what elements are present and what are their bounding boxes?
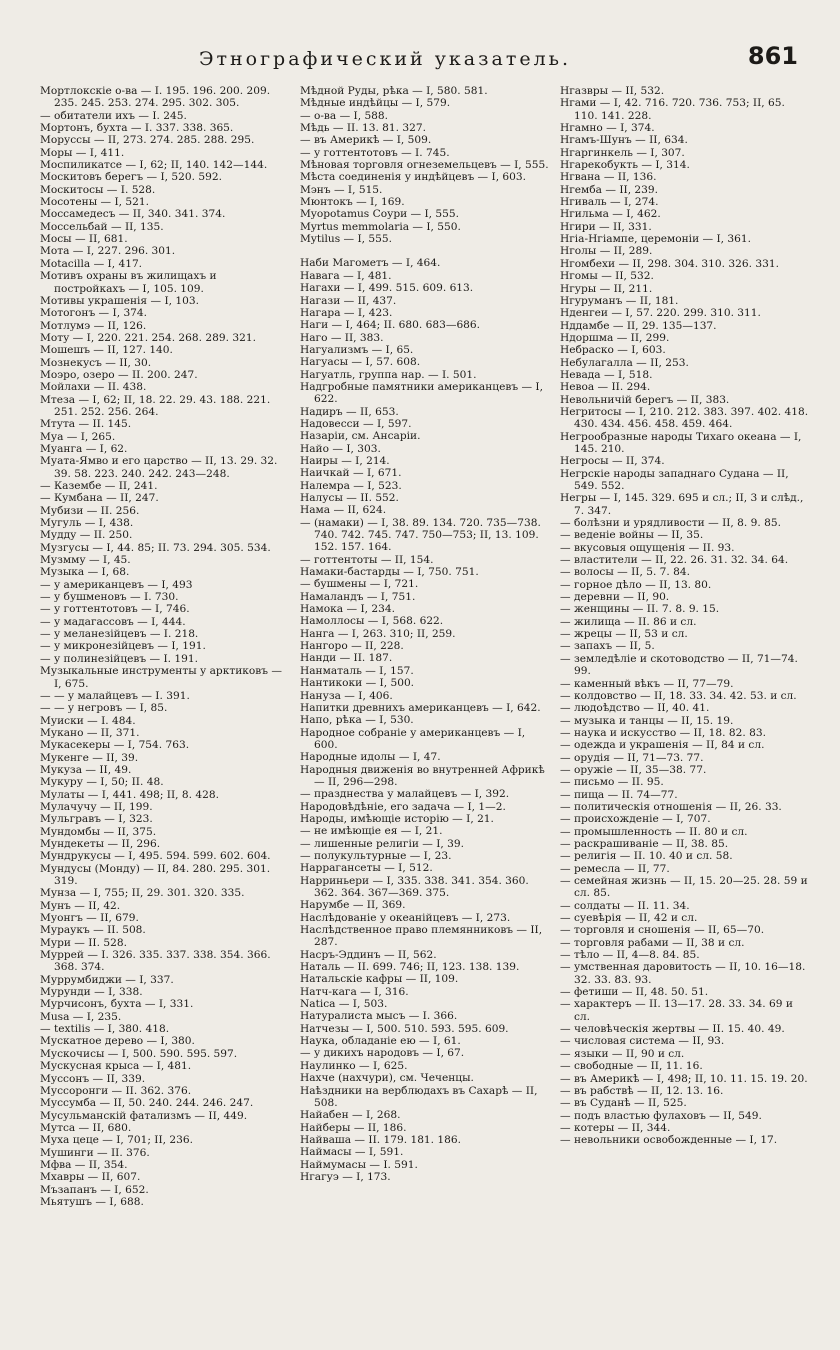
- index-entry: Мускусная крыса — I, 481.: [40, 1060, 192, 1073]
- index-entry: Напитки древнихъ американцевъ — I, 642.: [300, 701, 541, 714]
- index-entry: Навага — I, 481.: [300, 269, 392, 282]
- index-entry: Нгамно — I, 374.: [560, 122, 655, 135]
- index-entry: Нгуры — II, 211.: [560, 282, 653, 295]
- index-entry: Нгамъ-Шунъ — II, 634.: [560, 134, 688, 147]
- index-entry: — не имѣющіе ея — I, 21.: [300, 825, 443, 838]
- index-entry: — въ Америкѣ — I, 498; II, 10. 11. 15. 19. 20.: [560, 1072, 808, 1085]
- index-entry: Натуралиста мысъ — I. 366.: [300, 1010, 458, 1023]
- index-entry: Музгусы — I, 44. 85; II. 73. 294. 305. 534.: [40, 541, 271, 554]
- index-entry: Моруссы — II, 273. 274. 285. 288. 295.: [40, 134, 255, 147]
- index-entry: Моры — I, 411.: [40, 146, 125, 159]
- index-entry: Муонгъ — II, 679.: [40, 912, 139, 925]
- index-entry: Мураукъ — II. 508.: [40, 924, 146, 937]
- index-entry: — деревни — II, 90.: [560, 591, 670, 604]
- index-entry: Наби Магометъ — I, 464.: [300, 257, 441, 270]
- index-entry: Нанди — II. 187.: [300, 652, 393, 665]
- index-entry: Мъзапанъ — I, 652.: [40, 1183, 149, 1196]
- index-entry: Myopotamus Соури — I, 555.: [300, 208, 460, 221]
- index-entry: Мортонъ, бухта — I. 337. 338. 365.: [40, 122, 234, 135]
- index-entry: — запахъ — II, 5.: [560, 640, 655, 653]
- index-entry: — одежда и украшенія — II, 84 и сл.: [560, 739, 765, 752]
- index-entry: Мэнъ — I, 515.: [300, 183, 383, 196]
- index-entry: Муха цеце — I, 701; II, 236.: [40, 1134, 193, 1147]
- index-entry: Musa — I, 235.: [40, 1010, 122, 1023]
- index-entry: — у американцевъ — I, 493: [40, 578, 193, 591]
- index-entry: Мугуль — I, 438.: [40, 517, 134, 530]
- index-entry: Мотивы украшенія — I, 103.: [40, 294, 199, 307]
- index-entry: Моэро, озеро — II. 200. 247.: [40, 368, 198, 381]
- index-entry: — (намаки) — I, 38. 89. 134. 720. 735—738. 740. 742. 745. 747. 750—753; II, 13. 109. 152. 157. 164.: [300, 516, 541, 554]
- index-entry: Мхавры — II, 607.: [40, 1171, 141, 1184]
- index-entry: Найберы — II, 186.: [300, 1121, 407, 1134]
- index-entry: — у меланезійцевъ — I. 218.: [40, 628, 199, 641]
- index-entry: Найо — I, 303.: [300, 442, 381, 455]
- index-entry: Невада — I, 518.: [560, 368, 653, 381]
- index-entry: — у бушменовъ — I. 730.: [40, 591, 179, 604]
- index-entry: Народы, имѣющіе исторію — I, 21.: [300, 812, 494, 825]
- index-entry: — человѣческія жертвы — II. 15. 40. 49.: [560, 1023, 785, 1036]
- index-entry: — Казембе — II, 241.: [40, 480, 158, 492]
- index-entry: Мурчисонъ, бухта — I, 331.: [40, 998, 194, 1011]
- index-entry: Налусы — II. 552.: [300, 492, 399, 504]
- index-entry: — — у негровъ — I, 85.: [40, 702, 168, 715]
- index-entry: — суевѣрія — II, 42 и сл.: [560, 912, 698, 925]
- index-entry: Муссумба — II, 50. 240. 244. 246. 247.: [40, 1097, 254, 1110]
- index-entry: Мундекеты — II, 296.: [40, 837, 161, 850]
- index-entry: — промышленность — II. 80 и сл.: [560, 825, 748, 838]
- index-entry: Нгири — II, 331.: [560, 220, 652, 233]
- index-entry: Нгагуэ — I, 173.: [300, 1170, 391, 1183]
- index-entry: Наука, обладаніе ею — I, 61.: [300, 1035, 461, 1048]
- index-entry: Наѣздники на верблюдахъ въ Сахарѣ — II, 508.: [300, 1084, 538, 1109]
- index-entry: — обитатели ихъ — I. 245.: [40, 109, 187, 122]
- index-entry: Нгемба — II, 239.: [560, 183, 659, 196]
- index-entry: Мтута — II. 145.: [40, 418, 132, 431]
- index-entry: Нгаргинкель — I, 307.: [560, 146, 685, 159]
- index-entry: Народовѣдѣніе, его задача — I, 1—2.: [300, 800, 506, 813]
- index-entry: Мундрукусы — I, 495. 594. 599. 602. 604.: [40, 850, 271, 863]
- index-entry: — подъ властью фулаховъ — II, 549.: [560, 1109, 762, 1122]
- index-entry: Надовесси — I, 597.: [300, 417, 412, 430]
- index-entry: Мускочисы — I, 500. 590. 595. 597.: [40, 1047, 238, 1060]
- index-entry: Мунза — I, 755; II, 29. 301. 320. 335.: [40, 887, 245, 900]
- index-entry: Нгазвры — II, 532.: [560, 85, 665, 97]
- index-entry: Нанматаль — I, 157.: [300, 664, 414, 677]
- index-entry: Mytilus — I, 555.: [300, 233, 392, 246]
- index-entry: — раскрашиваніе — II, 38. 85.: [560, 837, 729, 850]
- running-title: Этнографический указатель.: [198, 48, 572, 70]
- index-entry: Нгуруманъ — II, 181.: [560, 294, 679, 307]
- index-entry: — у полинезійцевъ — I. 191.: [40, 652, 198, 665]
- index-entry: Негрообразные народы Тихаго океана — I, 145. 210.: [560, 430, 802, 455]
- index-entry: Нанга — I, 263. 310; II, 259.: [300, 627, 456, 640]
- index-entry: — тѣло — II, 4—8. 84. 85.: [560, 949, 700, 962]
- index-entry: — готтентоты — II, 154.: [300, 553, 434, 566]
- index-entry: Нагахи — I, 499. 515. 609. 613.: [300, 282, 474, 295]
- index-entry: — земледѣліе и скотоводство — II, 71—74. 99.: [560, 652, 798, 678]
- index-entry: Невольничій берегъ — II, 383.: [560, 393, 730, 406]
- index-entry: Мосотены — I, 521.: [40, 196, 149, 209]
- index-entry: Motacilla — I, 417.: [40, 257, 143, 270]
- index-column-2: [300, 85, 550, 1345]
- index-entry: — женщины — II. 7. 8. 9. 15.: [560, 603, 720, 616]
- index-entry: — — у малайцевъ — I. 391.: [40, 689, 190, 702]
- index-entry: Москитосы — I. 528.: [40, 183, 156, 196]
- index-entry: Назаріи, см. Ансаріи.: [300, 430, 421, 443]
- index-entry: Мюнтокъ — I, 169.: [300, 196, 405, 209]
- index-entry: Мундомбы — II, 375.: [40, 825, 157, 838]
- index-entry: Нгвана — II, 136.: [560, 171, 657, 184]
- index-entry: — свободные — II, 11. 16.: [560, 1060, 703, 1073]
- index-entry: Наичкай — I, 671.: [300, 467, 402, 480]
- index-entry: Мойлахи — II. 438.: [40, 381, 147, 394]
- index-entry: Наслѣдованіе у океанійцевъ — I, 273.: [300, 911, 511, 924]
- index-entry: Мудду — II. 250.: [40, 529, 133, 542]
- index-entry: — въ рабствѣ — II, 12. 13. 16.: [560, 1084, 724, 1097]
- index-entry: Моссамедесъ — II, 340. 341. 374.: [40, 208, 226, 221]
- page-number: 861: [747, 42, 798, 70]
- index-entry: Мьятушъ — I, 688.: [40, 1195, 144, 1208]
- index-entry: — солдаты — II. 11. 34.: [560, 899, 690, 912]
- index-entry: Наго — II, 383.: [300, 331, 384, 344]
- index-entry: Нагази — II, 437.: [300, 294, 397, 307]
- index-entry: — котеры — II, 344.: [560, 1121, 671, 1134]
- index-entry: — у мадагассовъ — I, 444.: [40, 615, 186, 628]
- index-entry: Наталь — II. 699. 746; II, 123. 138. 139.: [300, 961, 520, 974]
- index-entry: Надиръ — II, 653.: [300, 405, 399, 418]
- index-entry: Мунъ — II, 42.: [40, 899, 121, 912]
- index-entry: Наги — I, 464; II. 680. 683—686.: [300, 319, 481, 332]
- index-entry: Нантикоки — I, 500.: [300, 677, 415, 690]
- index-entry: Мортлокскіе о-ва — I. 195. 196. 200. 209. 235. 245. 253. 274. 295. 302. 305.: [40, 85, 271, 110]
- index-entry: — каменный вѣкъ — II, 77—79.: [560, 677, 734, 690]
- index-entry: Мурунди — I, 338.: [40, 986, 143, 999]
- index-entry: — у готтентотовъ — I. 745.: [300, 146, 450, 159]
- index-entry: Мошешъ — II, 127. 140.: [40, 344, 173, 357]
- index-entry: Мулачучу — II, 199.: [40, 800, 153, 813]
- index-entry: Мулаты — I, 441. 498; II, 8. 428.: [40, 788, 219, 801]
- index-entry: Намаки-бастарды — I, 750. 751.: [300, 566, 479, 579]
- index-entry: Нагуасы — I, 57. 608.: [300, 356, 421, 369]
- index-entry: — въ Америкѣ — I, 509.: [300, 134, 432, 147]
- index-entry: Народныя движенія во внутренней Африкѣ — II, 296—298.: [300, 763, 545, 788]
- index-entry: Мфва — II, 354.: [40, 1158, 128, 1171]
- index-entry: Намока — I, 234.: [300, 603, 395, 616]
- index-entry: Нгарекобукть — I, 314.: [560, 159, 690, 172]
- index-entry: Нддамбе — II, 29. 135—137.: [560, 319, 717, 332]
- index-entry: Небулагалла — II, 253.: [560, 356, 689, 369]
- index-entry: Муссоронги — II. 362. 376.: [40, 1084, 192, 1097]
- page-header: [40, 40, 800, 80]
- index-entry: Мѣдные индѣйцы — I, 579.: [300, 97, 451, 110]
- index-entry: — орудія — II, 71—73. 77.: [560, 751, 704, 764]
- index-entry: Негрскіе народы западнаго Судана — II, 549. 552.: [560, 467, 789, 492]
- index-entry: — происхожденіе — I, 707.: [560, 813, 711, 826]
- index-entry: — людоѣдство — II, 40. 41.: [560, 702, 710, 715]
- index-entry: Муррумбиджи — I, 337.: [40, 973, 174, 986]
- index-entry: Муата-Ямво и его царство — II, 13. 29. 32. 39. 58. 223. 240. 242. 243—248.: [40, 455, 278, 480]
- index-entry: Моспиликатсе — I, 62; II, 140. 142—144.: [40, 159, 268, 172]
- index-column-1: [40, 85, 290, 1345]
- index-entry: Myrtus memmolaria — I, 550.: [300, 220, 461, 233]
- index-entry: Наулинко — I, 625.: [300, 1059, 408, 1072]
- index-entry: Мускатное дерево — I, 380.: [40, 1035, 195, 1048]
- index-entry: Нануза — I, 406.: [300, 689, 393, 702]
- index-entry: Надгробные памятники американцевъ — I, 622.: [300, 380, 543, 406]
- index-entry: — горное дѣло — II, 13. 80.: [560, 578, 712, 591]
- index-entry: Нахче (нахчури), см. Чеченцы.: [300, 1072, 474, 1085]
- index-entry: — болѣзни и урядливости — II, 8. 9. 85.: [560, 517, 781, 530]
- index-entry: Мтеза — I, 62; II, 18. 22. 29. 43. 188. 221. 251. 252. 256. 264.: [40, 393, 271, 418]
- index-entry: Мѣновая торговля огнеземельцевъ — I, 555.: [300, 159, 549, 172]
- index-entry: Музыкальные инструменты у арктиковъ — I, 675.: [40, 665, 282, 690]
- index-entry: Народное собраніе у американцевъ — I, 600.: [300, 726, 526, 751]
- index-entry: — колдовство — II, 18. 33. 34. 42. 53. и сл.: [560, 689, 797, 702]
- index-entry: Мукано — II, 371.: [40, 726, 140, 739]
- index-entry: Нагуатль, группа нар. — I. 501.: [300, 368, 477, 381]
- index-entry: — жрецы — II, 53 и сл.: [560, 628, 688, 641]
- index-entry: Мусульманскій фатализмъ — II, 449.: [40, 1109, 248, 1122]
- index-entry: Нгиваль — I, 274.: [560, 196, 659, 209]
- index-entry: Мѣдь — II. 13. 81. 327.: [300, 122, 426, 135]
- index-entry: Мукуру — I, 50; II. 48.: [40, 776, 164, 789]
- index-entry: — у дикихъ народовъ — I, 67.: [300, 1047, 465, 1060]
- index-entry: Музыка — I, 68.: [40, 566, 130, 579]
- index-entry: Мота — I, 227. 296. 301.: [40, 245, 176, 258]
- index-entry: Нгіа-Нгіампе, церемоніи — I, 361.: [560, 233, 751, 246]
- index-entry: — въ Суданѣ — II, 525.: [560, 1097, 687, 1110]
- index-column-3: [560, 85, 810, 1345]
- index-entry: — у готтентотовъ — I, 746.: [40, 603, 190, 616]
- index-entry: — полукультурные — I, 23.: [300, 849, 452, 862]
- index-entry: — религія — II. 10. 40 и сл. 58.: [560, 850, 733, 863]
- index-entry: Нгильма — I, 462.: [560, 208, 661, 221]
- index-entry: Негритосы — I, 210. 212. 383. 397. 402. 418. 430. 434. 456. 458. 459. 464.: [560, 405, 809, 431]
- index-entry: Нангоро — II, 228.: [300, 640, 404, 653]
- index-entry: Мѣдной Руды, рѣка — I, 580. 581.: [300, 85, 488, 97]
- index-entry: Натчезы — I, 500. 510. 593. 595. 609.: [300, 1022, 509, 1035]
- index-entry: Наймасы — I, 591.: [300, 1146, 404, 1159]
- index-entry: Намоллосы — I, 568. 622.: [300, 615, 444, 628]
- index-entry: — письмо — II. 95.: [560, 776, 664, 789]
- index-entry: Нгомбехи — II, 298. 304. 310. 326. 331.: [560, 257, 779, 270]
- index-entry: Народные идолы — I, 47.: [300, 751, 441, 764]
- index-entry: — жилища — II. 86 и сл.: [560, 615, 697, 628]
- index-entry: Мубизи — II. 256.: [40, 504, 140, 517]
- index-entry: Найваша — II. 179. 181. 186.: [300, 1133, 461, 1146]
- index-entry: — политическія отношенія — II, 26. 33.: [560, 800, 782, 813]
- index-entry: — невольники освобожденные — I, 17.: [560, 1134, 778, 1147]
- index-entry: Натальскіе кафры — II, 109.: [300, 973, 459, 986]
- index-entry: Натч-кага — I, 316.: [300, 985, 409, 998]
- index-entry: — торговля рабами — II, 38 и сл.: [560, 936, 745, 949]
- index-entry: Муанга — I, 62.: [40, 442, 128, 455]
- index-entry: Налемра — I, 523.: [300, 479, 402, 492]
- index-entry: — музыка и танцы — II, 15. 19.: [560, 714, 734, 727]
- index-entry: — семейная жизнь — II, 15. 20—25. 28. 59 и сл. 85.: [560, 875, 808, 900]
- index-entry: — торговля и сношенія — II, 65—70.: [560, 924, 765, 937]
- index-entry: Мознекусъ — II, 30.: [40, 356, 152, 369]
- index-entry: Мури — II. 528.: [40, 936, 127, 949]
- index-entry: Намаландъ — I, 751.: [300, 590, 416, 603]
- index-entry: Негры — I, 145. 329. 695 и сл.; II, 3 и слѣд., 7. 347.: [560, 492, 804, 517]
- index-entry: Natica — I, 503.: [300, 998, 388, 1011]
- index-columns: [40, 85, 810, 1345]
- index-entry: Мотогонъ — I, 374.: [40, 307, 148, 320]
- index-entry: Невоа — II. 294.: [560, 381, 651, 394]
- index-entry: Муррей — I. 326. 335. 337. 338. 354. 366. 368. 374.: [40, 949, 271, 974]
- index-entry: Мульгравъ — I, 323.: [40, 813, 153, 826]
- index-entry: Нгомы — II, 532.: [560, 270, 654, 283]
- index-entry: — лишенные религіи — I, 39.: [300, 837, 464, 850]
- index-entry: Мотлумэ — II, 126.: [40, 319, 147, 332]
- index-entry: — веденіе войны — II, 35.: [560, 529, 704, 542]
- index-entry: Насръ-Эддинъ — II, 562.: [300, 948, 437, 961]
- index-entry: Нагуализмъ — I, 65.: [300, 343, 414, 356]
- index-entry: Мутса — II, 680.: [40, 1121, 132, 1134]
- index-entry: Мукасекеры — I, 754. 763.: [40, 739, 190, 752]
- index-entry: Мушинги — II. 376.: [40, 1146, 150, 1159]
- index-entry: — у микронезійцевъ — I, 191.: [40, 640, 206, 653]
- index-entry: — языки — II, 90 и сл.: [560, 1047, 685, 1060]
- index-entry: — числовая система — II, 93.: [560, 1035, 725, 1048]
- index-entry: — пища — II. 74—77.: [560, 788, 678, 801]
- index-entry: Москитовъ берегъ — I, 520. 592.: [40, 171, 222, 184]
- index-entry: Моту — I, 220. 221. 254. 268. 289. 321.: [40, 331, 256, 344]
- index-entry: Муссонъ — II, 339.: [40, 1072, 146, 1085]
- index-entry: Муа — I, 265.: [40, 430, 116, 443]
- index-entry: — бушмены — I, 721.: [300, 578, 419, 591]
- index-entry: — характеръ — II. 13—17. 28. 33. 34. 69 и сл.: [560, 998, 793, 1023]
- index-entry: Мундусы (Монду) — II, 84. 280. 295. 301. 319.: [40, 862, 271, 887]
- index-entry: Ндоршма — II, 299.: [560, 331, 670, 344]
- index-entry: Нарриньери — I, 335. 338. 341. 354. 360. 362. 364. 367—369. 375.: [300, 874, 529, 899]
- index-entry: Мукенге — II, 39.: [40, 751, 139, 764]
- index-entry: Нденгеи — I, 57. 220. 299. 310. 311.: [560, 307, 761, 320]
- index-entry: Нарумбе — II, 369.: [300, 899, 406, 912]
- index-entry: — о-ва — I, 588.: [300, 109, 389, 122]
- index-entry: Нголы — II, 289.: [560, 245, 653, 258]
- index-entry: Мѣста соединенія у индѣйцевъ — I, 603.: [300, 171, 527, 184]
- index-entry: — textilis — I, 380. 418.: [40, 1023, 170, 1036]
- index-entry: Наиры — I, 214.: [300, 454, 390, 467]
- index-entry: Мотивъ охраны въ жилищахъ и постройкахъ — I, 105. 109.: [40, 270, 217, 295]
- index-entry: Муиски — I. 484.: [40, 714, 136, 727]
- index-entry: — вкусовыя ощущенія — II. 93.: [560, 541, 735, 554]
- index-entry: — фетиши — II, 48. 50. 51.: [560, 986, 709, 999]
- index-entry: Наймумасы — I. 591.: [300, 1158, 418, 1171]
- index-entry: Наррагансеты — I, 512.: [300, 862, 433, 875]
- index-entry: Мосы — II, 681.: [40, 233, 128, 246]
- index-entry: Нама — II, 624.: [300, 504, 387, 517]
- index-entry: — оружіе — II, 35—38. 77.: [560, 763, 707, 776]
- index-entry: Наслѣдственное право племянниковъ — II, 287.: [300, 924, 543, 949]
- index-entry: — умственная даровитость — II, 10. 16—18. 32. 33. 83. 93.: [560, 961, 806, 986]
- index-entry: Напо, рѣка — I, 530.: [300, 714, 414, 727]
- index-entry: — властители — II, 22. 26. 31. 32. 34. 64.: [560, 554, 789, 567]
- index-entry: — волосы — II, 5. 7. 84.: [560, 566, 691, 579]
- index-entry: — ремесла — II, 77.: [560, 862, 670, 875]
- index-entry: Негросы — II, 374.: [560, 455, 665, 468]
- index-entry: — наука и искусство — II, 18. 82. 83.: [560, 726, 766, 739]
- index-entry: Нагара — I, 423.: [300, 306, 393, 319]
- index-entry: Мукуза — II, 49.: [40, 763, 132, 776]
- index-entry: Небраско — I, 603.: [560, 344, 666, 357]
- index-entry: Найабен — I, 268.: [300, 1109, 401, 1122]
- index-entry: — Кумбана — II, 247.: [40, 492, 159, 505]
- index-entry: — празднества у малайцевъ — I, 392.: [300, 788, 510, 801]
- index-entry: Музмму — I, 45.: [40, 554, 131, 567]
- index-entry: Нгами — I, 42. 716. 720. 736. 753; II, 65. 110. 141. 228.: [560, 97, 785, 122]
- index-entry: Моссельбай — II, 135.: [40, 220, 164, 233]
- index-entry: [300, 245, 550, 257]
